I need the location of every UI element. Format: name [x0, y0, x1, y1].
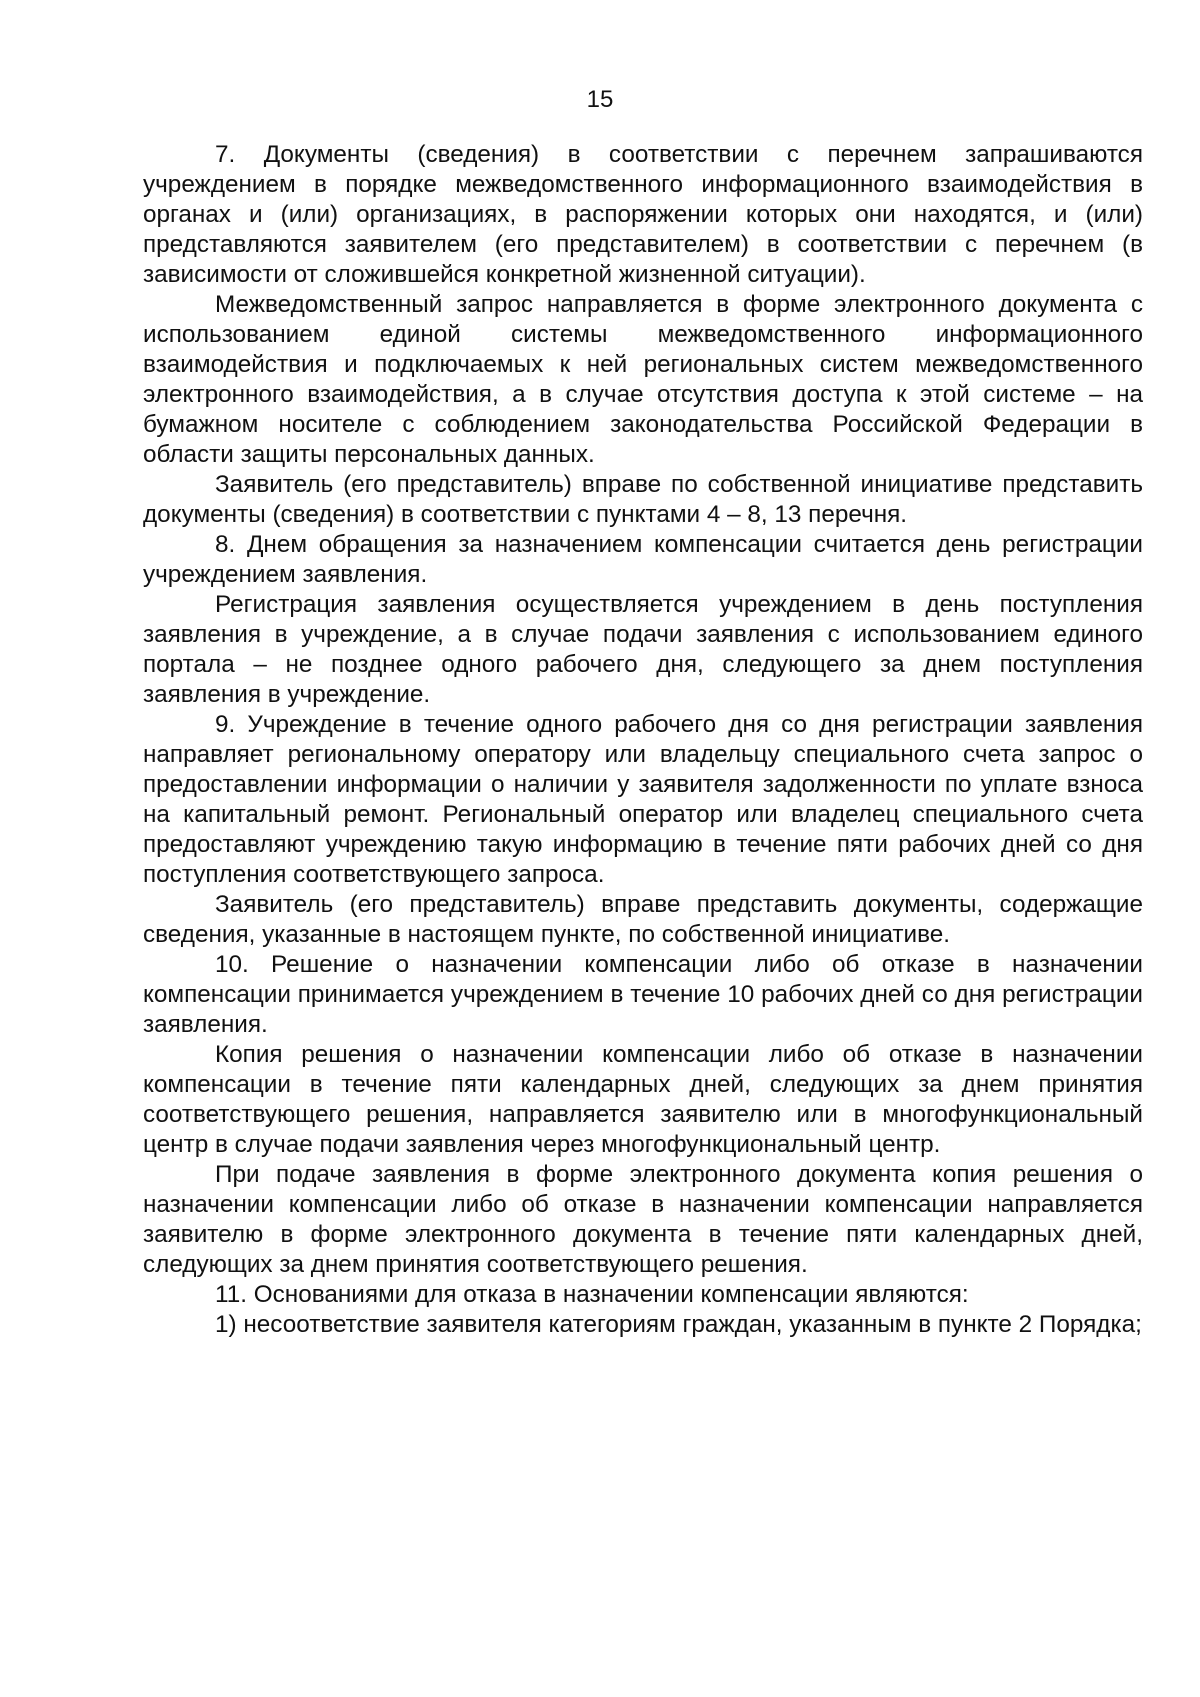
paragraph-registration: Регистрация заявления осуществляется учреждением в день поступления заявления в учреждение, а в случае подачи заявления с использованием единого портала – не позднее одного рабочего дня, следующего за днем поступления заявления в учреждение.	[143, 591, 1143, 708]
paragraph-electronic-copy: При подаче заявления в форме электронного документа копия решения о назначении компенсации либо об отказе в назначении компенсации направляется заявителю в форме электронного документа в течение пяти календарных дней, следующих за днем принятия соответствующего решения.	[143, 1161, 1143, 1278]
paragraph-8: 8. Днем обращения за назначением компенсации считается день регистрации учреждением заявления.	[143, 531, 1143, 588]
paragraph-11: 11. Основаниями для отказа в назначении компенсации являются:	[215, 1281, 969, 1308]
paragraph-applicant-documents: Заявитель (его представитель) вправе представить документы, содержащие сведения, указанные в настоящем пункте, по собственной инициативе.	[143, 891, 1143, 948]
paragraph-applicant-initiative: Заявитель (его представитель) вправе по собственной инициативе представить документы (сведения) в соответствии с пунктами 4 – 8, 13 перечня.	[143, 471, 1143, 528]
paragraph-decision-copy: Копия решения о назначении компенсации либо об отказе в назначении компенсации в течение пяти календарных дней, следующих за днем принятия соответствующего решения, направляется заявителю или в многофункциональный центр в случае подачи заявления через многофункциональный центр.	[143, 1041, 1143, 1158]
page-number: 15	[586, 86, 614, 113]
paragraph-10: 10. Решение о назначении компенсации либо об отказе в назначении компенсации принимается учреждением в течение 10 рабочих дней со дня регистрации заявления.	[143, 951, 1143, 1038]
paragraph-11-item-1: 1) несоответствие заявителя категориям граждан, указанным в пункте 2 Порядка;	[215, 1311, 1142, 1338]
paragraph-interagency-request: Межведомственный запрос направляется в форме электронного документа с использованием единой системы межведомственного информационного взаимодействия и подключаемых к ней региональных систем межведомственного электронного взаимодействия, а в случае отсутствия доступа к этой системе – на бумажном носителе с соблюдением законодательства Российской Федерации в области защиты персональных данных.	[143, 291, 1143, 468]
paragraph-9: 9. Учреждение в течение одного рабочего дня со дня регистрации заявления направляет региональному оператору или владельцу специального счета запрос о предоставлении информации о наличии у заявителя задолженности по уплате взноса на капитальный ремонт. Региональный оператор или владелец специального счета предоставляют учреждению такую информацию в течение пяти рабочих дней со дня поступления соответствующего запроса.	[143, 711, 1143, 888]
document-body	[143, 140, 1143, 1340]
paragraph-7: 7. Документы (сведения) в соответствии с перечнем запрашиваются учреждением в порядке межведомственного информационного взаимодействия в органах и (или) организациях, в распоряжении которых они находятся, и (или) представляются заявителем (его представителем) в соответствии с перечнем (в зависимости от сложившейся конкретной жизненной ситуации).	[143, 141, 1143, 288]
